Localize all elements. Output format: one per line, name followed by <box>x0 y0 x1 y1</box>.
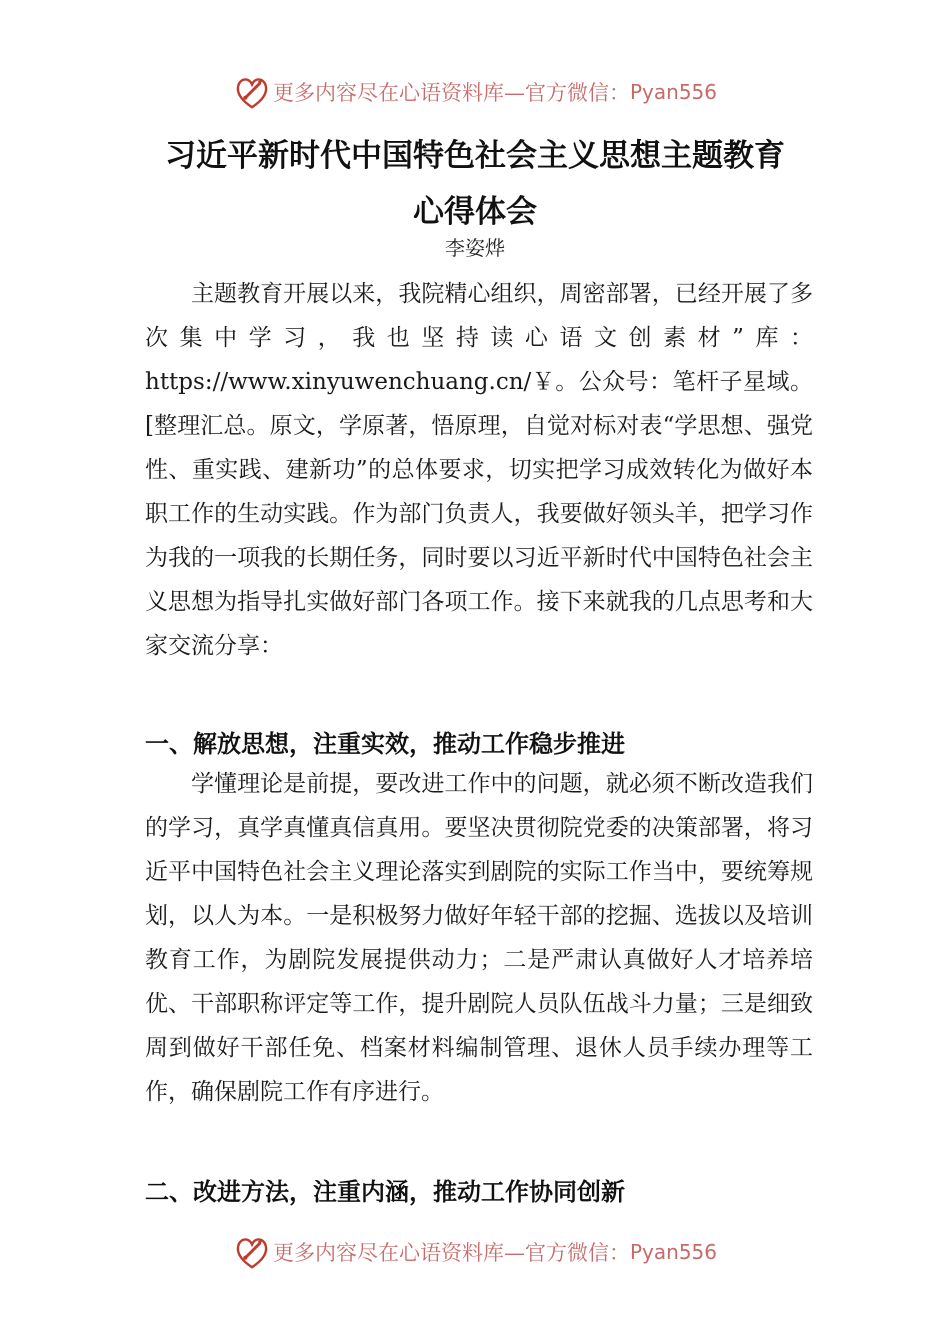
logo-icon <box>233 1233 271 1271</box>
author-name: 李姿烨 <box>445 236 505 260</box>
section-1-paragraph: 学懂理论是前提，要改进工作中的问题，就必须不断改造我们的学习，真学真懂真信真用。要坚决贯彻院党委的决策部署，将习近平中国特色社会主义理论落实到剧院的实际工作当中，要统筹规划，以人为本。一是积极努力做好年轻干部的挖掘、选拔以及培训教育工作，为剧院发展提供动力；二是严肃认真做好人才培养培优、干部职称评定等工作，提升剧院人员队伍战斗力量；三是细致周到做好干部任免、档案材料编制管理、退休人员手续办理等工作，确保剧院工作有序进行。 <box>145 771 813 1105</box>
watermark-text: 更多内容尽在心语资料库—官方微信： <box>272 1241 630 1265</box>
section-heading-2: 二、改进方法，注重内涵，推动工作协同创新 <box>145 1178 625 1206</box>
logo-icon <box>233 73 271 111</box>
document-title-line-1: 习近平新时代中国特色社会主义思想主题教育 <box>165 138 785 174</box>
intro-paragraph: 主题教育开展以来，我院精心组织，周密部署，已经开展了多次集中学习，我也坚持读心语文创素材”库：https://www.xinyuwenchuang.cn/￥。公众号：笔杆子星域。[整理汇总。原文，学原著，悟原理，自觉对标对表“学思想、强党性、重实践、建新功”的总体要求，切实把学习成效转化为做好本职工作的生动实践。作为部门负责人，我要做好领头羊，把学习作为我的一项我的长期任务，同时要以习近平新时代中国特色社会主义思想为指导扎实做好部门各项工作。接下来就我的几点思考和大家交流分享： <box>145 281 813 659</box>
document-title-line-2: 心得体会 <box>413 194 537 230</box>
watermark-wechat-id: Pyan556 <box>629 1240 717 1264</box>
watermark-header <box>0 72 950 112</box>
section-heading-1: 一、解放思想，注重实效，推动工作稳步推进 <box>145 730 625 758</box>
watermark-footer <box>0 1232 950 1272</box>
watermark-wechat-id: Pyan556 <box>629 80 717 104</box>
watermark-text: 更多内容尽在心语资料库—官方微信： <box>272 81 630 105</box>
